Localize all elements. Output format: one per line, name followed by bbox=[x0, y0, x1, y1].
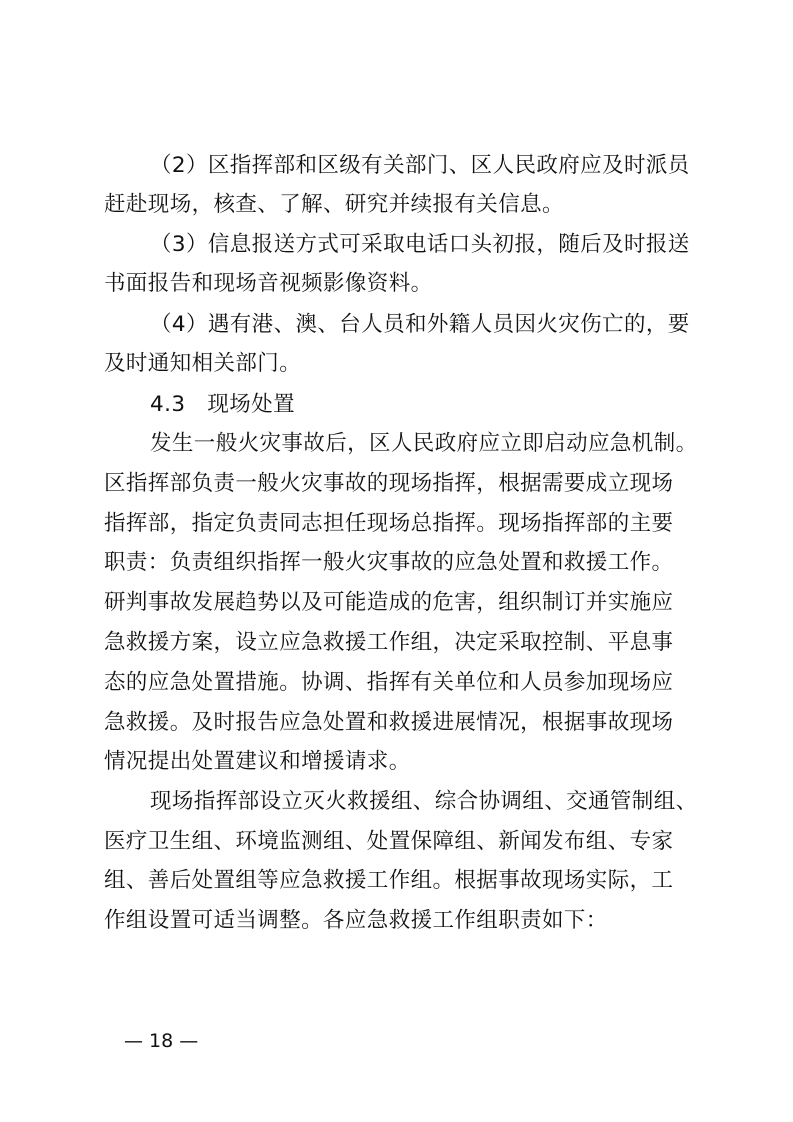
item-2-line-1: （2）区指挥部和区级有关部门、区人民政府应及时派员 bbox=[150, 153, 690, 178]
disposal-line-7: 态的应急处置措施。协调、指挥有关单位和人员参加现场应 bbox=[104, 670, 674, 695]
disposal-line-5: 研判事故发展趋势以及可能造成的危害，组织制订并实施应 bbox=[104, 590, 674, 615]
item-3-line-2: 书面报告和现场音视频影像资料。 bbox=[104, 271, 433, 296]
groups-line-3: 组、善后处置组等应急救援工作组。根据事故现场实际，工 bbox=[104, 868, 674, 893]
section-title: 现场处置 bbox=[207, 392, 296, 417]
disposal-line-3: 指挥部，指定负责同志担任现场总指挥。现场指挥部的主要 bbox=[104, 511, 674, 536]
groups-line-2: 医疗卫生组、环境监测组、处置保障组、新闻发布组、专家 bbox=[104, 829, 674, 854]
item-4-line-1: （4）遇有港、澳、台人员和外籍人员因火灾伤亡的，要 bbox=[150, 312, 690, 337]
disposal-line-4: 职责：负责组织指挥一般火灾事故的应急处置和救援工作。 bbox=[104, 550, 674, 575]
groups-line-1: 现场指挥部设立灭火救援组、综合协调组、交通管制组、 bbox=[150, 789, 698, 814]
section-number: 4.3 bbox=[150, 392, 186, 417]
item-4-line-2: 及时通知相关部门。 bbox=[104, 351, 302, 376]
disposal-line-1: 发生一般火灾事故后，区人民政府应立即启动应急机制。 bbox=[150, 431, 698, 456]
page-number: — 18 — bbox=[124, 1030, 199, 1052]
disposal-line-2: 区指挥部负责一般火灾事故的现场指挥，根据需要成立现场 bbox=[104, 471, 674, 496]
item-2-line-2: 赶赴现场，核查、了解、研究并续报有关信息。 bbox=[104, 192, 564, 217]
section-heading bbox=[150, 386, 295, 424]
disposal-line-9: 情况提出处置建议和增援请求。 bbox=[104, 749, 411, 774]
disposal-line-6: 急救援方案，设立应急救援工作组，决定采取控制、平息事 bbox=[104, 630, 674, 655]
item-3-line-1: （3）信息报送方式可采取电话口头初报，随后及时报送 bbox=[150, 232, 690, 257]
disposal-line-8: 急救援。及时报告应急处置和救援进展情况，根据事故现场 bbox=[104, 710, 674, 735]
groups-line-4: 作组设置可适当调整。各应急救援工作组职责如下： bbox=[104, 908, 608, 933]
